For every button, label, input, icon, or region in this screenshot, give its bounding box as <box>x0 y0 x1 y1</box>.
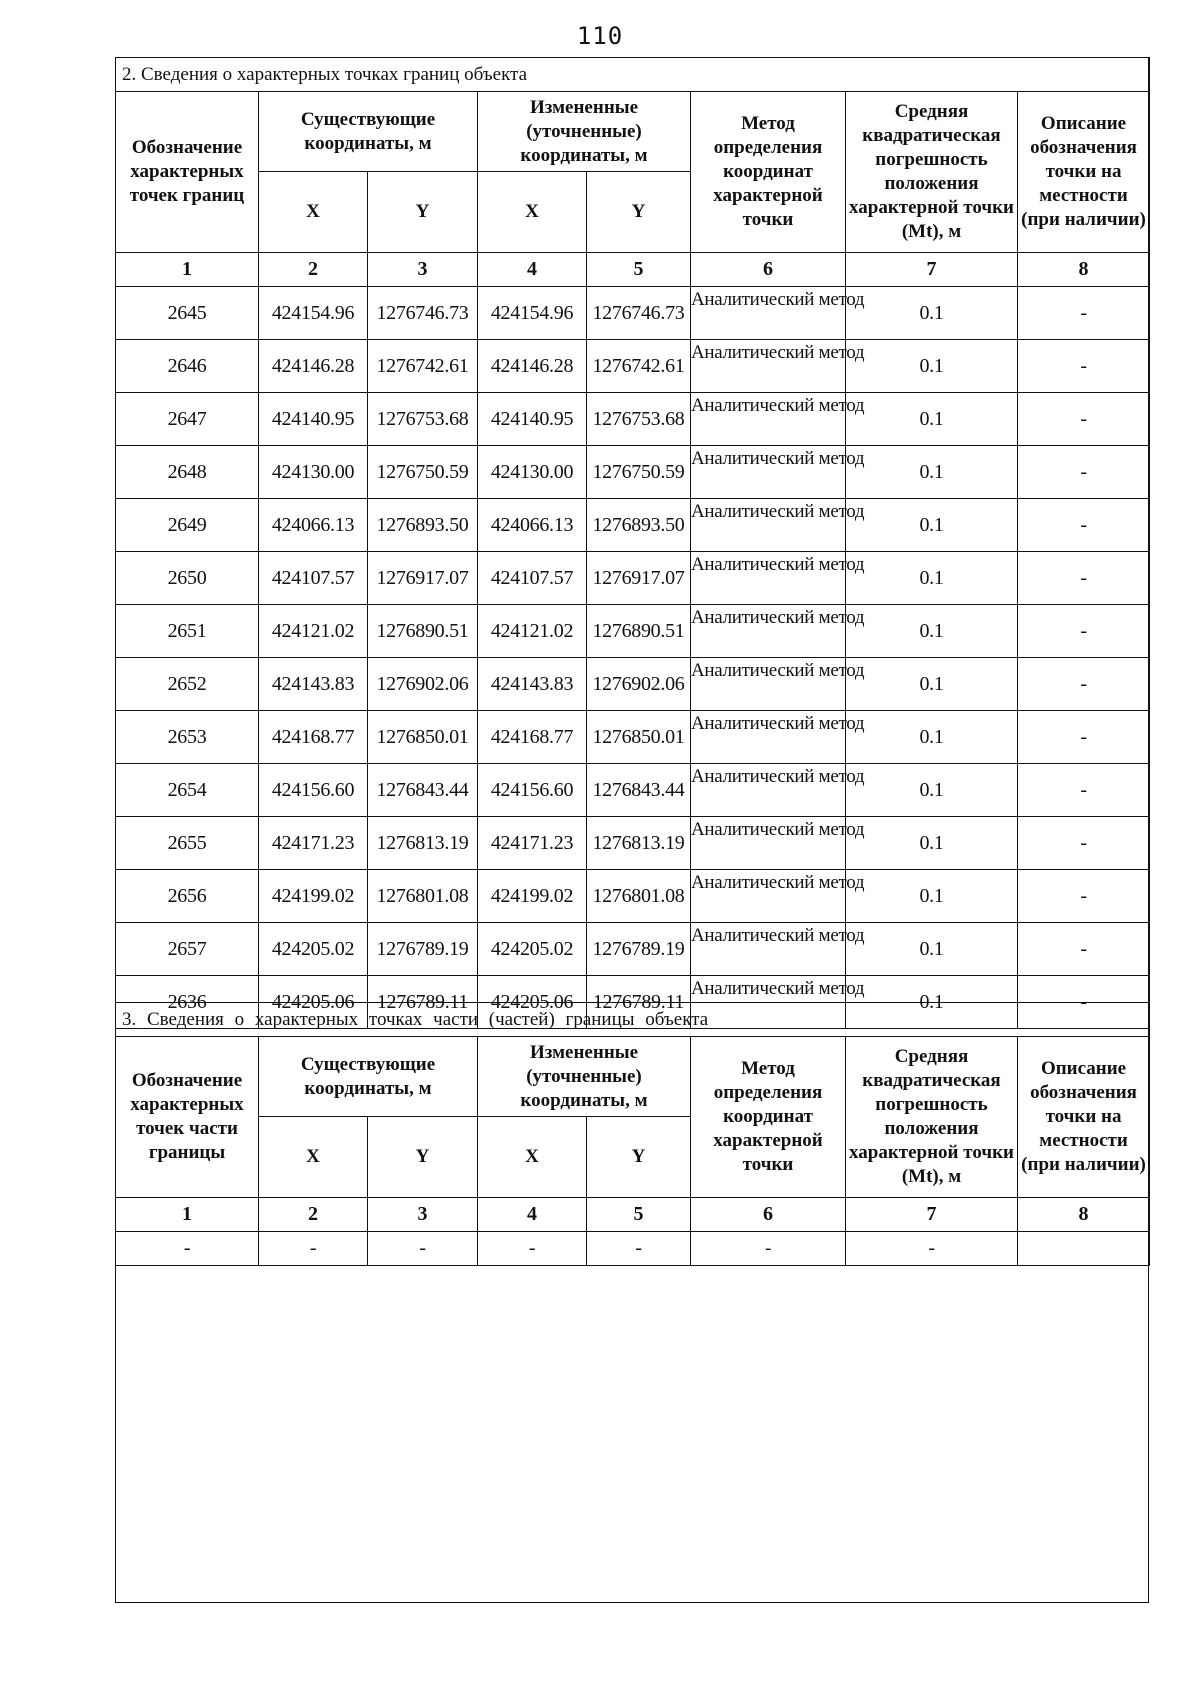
column-number: 3 <box>368 1198 478 1232</box>
description-cell <box>1018 1232 1150 1266</box>
description-cell: - <box>1018 817 1150 870</box>
table-row <box>116 870 1150 923</box>
error-cell: 0.1 <box>846 287 1018 340</box>
description-cell: - <box>1018 870 1150 923</box>
header-method: Метод определения координат характерной точки <box>691 1037 846 1198</box>
y-changed-cell: 1276789.11 <box>587 976 691 1029</box>
header-description: Описание обозначения точки на местности (при наличии) <box>1018 1037 1150 1198</box>
x-changed-cell: 424205.02 <box>478 923 587 976</box>
column-number: 4 <box>478 253 587 287</box>
section3-title: 3. Сведения о характерных точках части (частей) границы объекта <box>116 1003 1150 1037</box>
point-cell: - <box>116 1232 259 1266</box>
point-cell: 2649 <box>116 499 259 552</box>
x-changed-cell: 424066.13 <box>478 499 587 552</box>
table-row <box>116 393 1150 446</box>
x-changed-cell: - <box>478 1232 587 1266</box>
method-cell: Аналитический метод <box>691 976 846 1029</box>
point-cell: 2652 <box>116 658 259 711</box>
point-cell: 2636 <box>116 976 259 1029</box>
column-number: 4 <box>478 1198 587 1232</box>
method-cell: Аналитический метод <box>691 923 846 976</box>
column-number: 7 <box>846 253 1018 287</box>
point-cell: 2657 <box>116 923 259 976</box>
method-cell: Аналитический метод <box>691 446 846 499</box>
error-cell: 0.1 <box>846 446 1018 499</box>
x-changed-cell: 424121.02 <box>478 605 587 658</box>
x-existing-cell: 424205.06 <box>259 976 368 1029</box>
column-number: 6 <box>691 253 846 287</box>
section2-table <box>115 57 1150 1029</box>
x-existing-cell: 424107.57 <box>259 552 368 605</box>
description-cell: - <box>1018 658 1150 711</box>
y-changed-cell: 1276902.06 <box>587 658 691 711</box>
y-changed-cell: 1276750.59 <box>587 446 691 499</box>
y-changed-cell: 1276917.07 <box>587 552 691 605</box>
error-cell: 0.1 <box>846 340 1018 393</box>
x-existing-cell: 424143.83 <box>259 658 368 711</box>
error-cell: 0.1 <box>846 923 1018 976</box>
method-cell: Аналитический метод <box>691 287 846 340</box>
column-number: 5 <box>587 253 691 287</box>
header-designation: Обозначение характерных точек границ <box>116 92 259 253</box>
y-existing-cell: 1276750.59 <box>368 446 478 499</box>
column-number: 8 <box>1018 1198 1150 1232</box>
header-x-existing: X <box>259 1117 368 1198</box>
error-cell: 0.1 <box>846 976 1018 1029</box>
table-row <box>116 287 1150 340</box>
x-existing-cell: 424205.02 <box>259 923 368 976</box>
y-existing-cell: 1276850.01 <box>368 711 478 764</box>
y-changed-cell: - <box>587 1232 691 1266</box>
column-number: 2 <box>259 1198 368 1232</box>
y-existing-cell: 1276890.51 <box>368 605 478 658</box>
x-existing-cell: 424130.00 <box>259 446 368 499</box>
column-numbers-row <box>116 1198 1150 1232</box>
x-changed-cell: 424154.96 <box>478 287 587 340</box>
error-cell: 0.1 <box>846 605 1018 658</box>
x-existing-cell: - <box>259 1232 368 1266</box>
header-existing-coords: Существующие координаты, м <box>259 92 478 172</box>
header-changed-coords: Измененные (уточненные) координаты, м <box>478 92 691 172</box>
header-changed-coords: Измененные (уточненные) координаты, м <box>478 1037 691 1117</box>
description-cell: - <box>1018 976 1150 1029</box>
x-existing-cell: 424140.95 <box>259 393 368 446</box>
y-changed-cell: 1276801.08 <box>587 870 691 923</box>
header-y-changed: Y <box>587 172 691 253</box>
error-cell: 0.1 <box>846 711 1018 764</box>
header-y-changed: Y <box>587 1117 691 1198</box>
y-existing-cell: 1276789.19 <box>368 923 478 976</box>
header-y-existing: Y <box>368 172 478 253</box>
description-cell: - <box>1018 393 1150 446</box>
y-existing-cell: 1276813.19 <box>368 817 478 870</box>
column-number: 8 <box>1018 253 1150 287</box>
section2-title: 2. Сведения о характерных точках границ объекта <box>116 58 1150 92</box>
method-cell: Аналитический метод <box>691 393 846 446</box>
x-existing-cell: 424156.60 <box>259 764 368 817</box>
header-error: Средняя квадратическая погрешность положения характерной точки (Mt), м <box>846 1037 1018 1198</box>
y-existing-cell: 1276746.73 <box>368 287 478 340</box>
description-cell: - <box>1018 552 1150 605</box>
column-number: 6 <box>691 1198 846 1232</box>
error-cell: - <box>846 1232 1018 1266</box>
error-cell: 0.1 <box>846 764 1018 817</box>
y-existing-cell: - <box>368 1232 478 1266</box>
column-numbers-row <box>116 253 1150 287</box>
y-existing-cell: 1276902.06 <box>368 658 478 711</box>
x-changed-cell: 424199.02 <box>478 870 587 923</box>
x-changed-cell: 424168.77 <box>478 711 587 764</box>
point-cell: 2647 <box>116 393 259 446</box>
description-cell: - <box>1018 499 1150 552</box>
header-description: Описание обозначения точки на местности (при наличии) <box>1018 92 1150 253</box>
y-existing-cell: 1276789.11 <box>368 976 478 1029</box>
method-cell: Аналитический метод <box>691 605 846 658</box>
column-number: 5 <box>587 1198 691 1232</box>
point-cell: 2653 <box>116 711 259 764</box>
x-existing-cell: 424199.02 <box>259 870 368 923</box>
error-cell: 0.1 <box>846 817 1018 870</box>
x-existing-cell: 424171.23 <box>259 817 368 870</box>
table-row <box>116 340 1150 393</box>
section3-table <box>115 1002 1150 1266</box>
table-row <box>116 446 1150 499</box>
table-row <box>116 923 1150 976</box>
x-changed-cell: 424143.83 <box>478 658 587 711</box>
method-cell: Аналитический метод <box>691 658 846 711</box>
column-number: 3 <box>368 253 478 287</box>
header-x-changed: X <box>478 1117 587 1198</box>
method-cell: Аналитический метод <box>691 817 846 870</box>
y-existing-cell: 1276753.68 <box>368 393 478 446</box>
x-existing-cell: 424154.96 <box>259 287 368 340</box>
point-cell: 2651 <box>116 605 259 658</box>
method-cell: Аналитический метод <box>691 499 846 552</box>
table-row <box>116 764 1150 817</box>
y-existing-cell: 1276742.61 <box>368 340 478 393</box>
description-cell: - <box>1018 446 1150 499</box>
point-cell: 2646 <box>116 340 259 393</box>
table-row <box>116 1232 1150 1266</box>
table-row <box>116 658 1150 711</box>
description-cell: - <box>1018 287 1150 340</box>
x-changed-cell: 424205.06 <box>478 976 587 1029</box>
description-cell: - <box>1018 764 1150 817</box>
x-changed-cell: 424171.23 <box>478 817 587 870</box>
table-row <box>116 552 1150 605</box>
y-existing-cell: 1276801.08 <box>368 870 478 923</box>
description-cell: - <box>1018 340 1150 393</box>
point-cell: 2655 <box>116 817 259 870</box>
header-x-changed: X <box>478 172 587 253</box>
method-cell: Аналитический метод <box>691 552 846 605</box>
x-changed-cell: 424146.28 <box>478 340 587 393</box>
y-changed-cell: 1276813.19 <box>587 817 691 870</box>
x-changed-cell: 424130.00 <box>478 446 587 499</box>
method-cell: Аналитический метод <box>691 711 846 764</box>
x-existing-cell: 424146.28 <box>259 340 368 393</box>
error-cell: 0.1 <box>846 552 1018 605</box>
y-changed-cell: 1276746.73 <box>587 287 691 340</box>
y-existing-cell: 1276893.50 <box>368 499 478 552</box>
method-cell: Аналитический метод <box>691 870 846 923</box>
point-cell: 2656 <box>116 870 259 923</box>
x-existing-cell: 424121.02 <box>259 605 368 658</box>
method-cell: Аналитический метод <box>691 340 846 393</box>
x-existing-cell: 424066.13 <box>259 499 368 552</box>
method-cell: Аналитический метод <box>691 764 846 817</box>
table-row <box>116 499 1150 552</box>
table-row <box>116 817 1150 870</box>
error-cell: 0.1 <box>846 393 1018 446</box>
error-cell: 0.1 <box>846 499 1018 552</box>
y-changed-cell: 1276789.19 <box>587 923 691 976</box>
column-number: 2 <box>259 253 368 287</box>
description-cell: - <box>1018 711 1150 764</box>
x-changed-cell: 424156.60 <box>478 764 587 817</box>
page-number: 110 <box>576 22 624 50</box>
column-number: 7 <box>846 1198 1018 1232</box>
method-cell: - <box>691 1232 846 1266</box>
point-cell: 2654 <box>116 764 259 817</box>
x-changed-cell: 424140.95 <box>478 393 587 446</box>
table-row <box>116 605 1150 658</box>
y-existing-cell: 1276917.07 <box>368 552 478 605</box>
column-number: 1 <box>116 253 259 287</box>
header-method: Метод определения координат характерной точки <box>691 92 846 253</box>
error-cell: 0.1 <box>846 658 1018 711</box>
column-number: 1 <box>116 1198 259 1232</box>
header-error: Средняя квадратическая погрешность положения характерной точки (Mt), м <box>846 92 1018 253</box>
header-x-existing: X <box>259 172 368 253</box>
description-cell: - <box>1018 923 1150 976</box>
x-existing-cell: 424168.77 <box>259 711 368 764</box>
header-existing-coords: Существующие координаты, м <box>259 1037 478 1117</box>
x-changed-cell: 424107.57 <box>478 552 587 605</box>
header-y-existing: Y <box>368 1117 478 1198</box>
y-existing-cell: 1276843.44 <box>368 764 478 817</box>
y-changed-cell: 1276850.01 <box>587 711 691 764</box>
description-cell: - <box>1018 605 1150 658</box>
point-cell: 2648 <box>116 446 259 499</box>
y-changed-cell: 1276843.44 <box>587 764 691 817</box>
error-cell: 0.1 <box>846 870 1018 923</box>
y-changed-cell: 1276753.68 <box>587 393 691 446</box>
point-cell: 2645 <box>116 287 259 340</box>
table-row <box>116 711 1150 764</box>
y-changed-cell: 1276893.50 <box>587 499 691 552</box>
point-cell: 2650 <box>116 552 259 605</box>
y-changed-cell: 1276890.51 <box>587 605 691 658</box>
header-designation: Обозначение характерных точек части границы <box>116 1037 259 1198</box>
y-changed-cell: 1276742.61 <box>587 340 691 393</box>
